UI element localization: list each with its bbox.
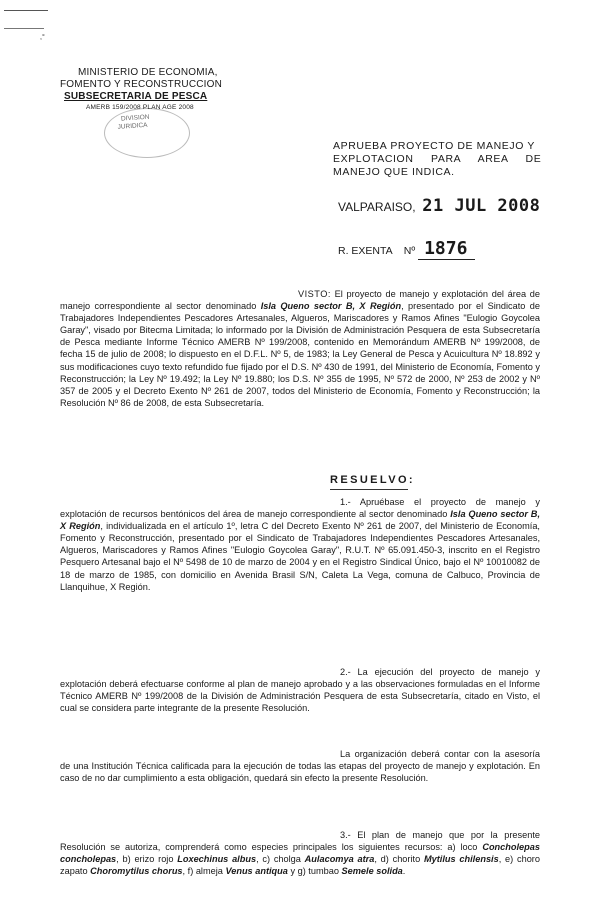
resolution-number [338, 238, 475, 260]
scan-mark: ,° [40, 34, 45, 41]
article-2-obligation-paragraph [60, 748, 540, 784]
p2-text: 2.- La ejecución del proyecto de manejo y explotación deberá efectuarse conforme al plan de manejo aprobado y a las observaciones formuladas en el Informe Técnico AMERB Nº 199/2008 de la División de Administración Pesquera de esta Subsecretaría, citado en Visto, el cual se considera parte integrante de la presente Resolución. [60, 667, 540, 714]
article-2-paragraph [60, 666, 540, 714]
article-1-paragraph [60, 496, 540, 593]
resolution-num: 1876 [418, 238, 475, 260]
species-4: Mytilus chilensis [423, 854, 499, 865]
title-line-2: EXPLOTACION PARA AREA DE [333, 153, 542, 165]
visto-sector-name: Isla Queno sector B, X Región [260, 301, 402, 312]
date-stamp: 21 JUL 2008 [422, 196, 541, 216]
species-7: Semele solida [341, 866, 403, 877]
p3-text-5: , e) choro zapato [60, 854, 540, 877]
p3-text-3: , c) cholga [256, 854, 305, 865]
species-3: Aulacomya atra [304, 854, 375, 865]
ministry-line-2: FOMENTO Y RECONSTRUCCION [60, 79, 223, 90]
species-6: Venus antiqua [225, 866, 288, 877]
reference-code: AMERB 159/2008 PLAN AGE 2008 [86, 104, 194, 111]
p1-text-1: 1.- Apruébase el proyecto de manejo y explotación de recursos bentónicos del área de manejo correspondiente al sector denominado [60, 497, 540, 520]
species-5: Choromytilus chorus [90, 866, 183, 877]
visto-paragraph [60, 288, 540, 409]
visto-text-2: , presentado por el Sindicato de Trabajadores Independientes Pescadores Artesanales, Algueros, Mariscadores y Ramos Afines "Eulogio Goycolea Garay", visado por Bitecma Limitada; lo informado por la División de Administración Pesquera de esta Subsecretaría de Pesca mediante Informe Técnico AMERB Nº 199/2008, contenido en Memorándum AMERB Nº 199/2008, de fecha 15 de julio de 2008; lo dispuesto en el D.F.L. Nº 5, de 1983; la Ley General de Pesca y Acuicultura Nº 18.892 y sus modificaciones cuyo texto refundido fue fijado por el D.S. Nº 430 de 1991, del Ministerio de Economía, Fomento y Reconstrucción; la Ley Nº 19.492; la Ley Nº 19.880; los D.S. Nº 355 de 1995, Nº 572 de 2000, Nº 253 de 2002 y Nº 357 de 2005 y el Decreto Exento Nº 261 de 2007, todos del Ministerio de Economía, Fomento y Reconstrucción; la Resolución Nº 86 de 2008, de esta Subsecretaría. [60, 301, 540, 408]
resuelvo-underline [330, 489, 408, 490]
title-line-3: MANEJO QUE INDICA. [333, 166, 455, 178]
scan-mark [4, 28, 44, 29]
article-3-paragraph [60, 829, 540, 877]
p3-text-7: y g) tumbao [287, 866, 342, 877]
place-date [338, 196, 540, 216]
stamp-line-2: JURIDICA [117, 121, 148, 131]
visto-text-1: El proyecto de manejo y explotación del área de manejo correspondiente al sector denominado [60, 289, 540, 312]
place: VALPARAISO, [338, 200, 416, 214]
species-2: Loxechinus albus [177, 854, 257, 865]
p3-text-1: 3.- El plan de manejo que por la presente Resolución se autoriza, comprenderá como especies principales los siguientes recursos: a) loco [60, 830, 540, 853]
resolution-num-label: Nº [403, 245, 416, 257]
subsecretaria-title: SUBSECRETARIA DE PESCA [64, 91, 208, 102]
p3-text-6: , f) almeja [182, 866, 226, 877]
resuelvo-heading: RESUELVO: [330, 474, 415, 486]
p3-text-2: , b) erizo rojo [116, 854, 178, 865]
p1-sector-name: Isla Queno sector B, X Región [60, 509, 540, 532]
scan-mark [4, 10, 48, 11]
visto-label: VISTO: [298, 289, 331, 299]
p3-text-4: , d) chorito [374, 854, 424, 865]
ministry-line: MINISTERIO DE ECONOMIA, [78, 67, 218, 78]
division-juridica-stamp [109, 112, 181, 153]
species-1: Concholepas concholepas [60, 842, 540, 865]
p3-text-8: . [402, 866, 406, 877]
p2b-text: La organización deberá contar con la asesoría de una Institución Técnica calificada para la ejecución de todas las etapas del proyecto de manejo y explotación. En caso de no dar cumplimiento a esta obligación, quedará sin efecto la presente Resolución. [60, 749, 540, 784]
resolution-label: R. EXENTA [338, 245, 393, 257]
stamp-line-1: DIVISION [120, 113, 150, 123]
document-title [333, 140, 543, 179]
title-line-1: APRUEBA PROYECTO DE MANEJO Y [333, 140, 535, 152]
p1-text-2: , individualizada en el artículo 1º, letra C del Decreto Exento Nº 261 de 2007, del Ministerio de Economía, Fomento y Reconstrucción, presentado por el Sindicato de Trabajadores Independientes Pescadores Artesanales, Algueros, Mariscadores y Ramos Afines "Eulogio Goycolea Garay", R.U.T. Nº 65.091.450-3, inscrito en el Registro Pesquero Artesanal bajo el Nº 5498 de 10 de marzo de 2004 y en el Registro Sindical Único, bajo el Nº 10010082 de 18 de marzo de 1985, con domicilio en Avenida Brasil S/N, Caleta La Vega, comuna de Calbuco, Provincia de Llanquihue, X Región. [60, 521, 540, 592]
